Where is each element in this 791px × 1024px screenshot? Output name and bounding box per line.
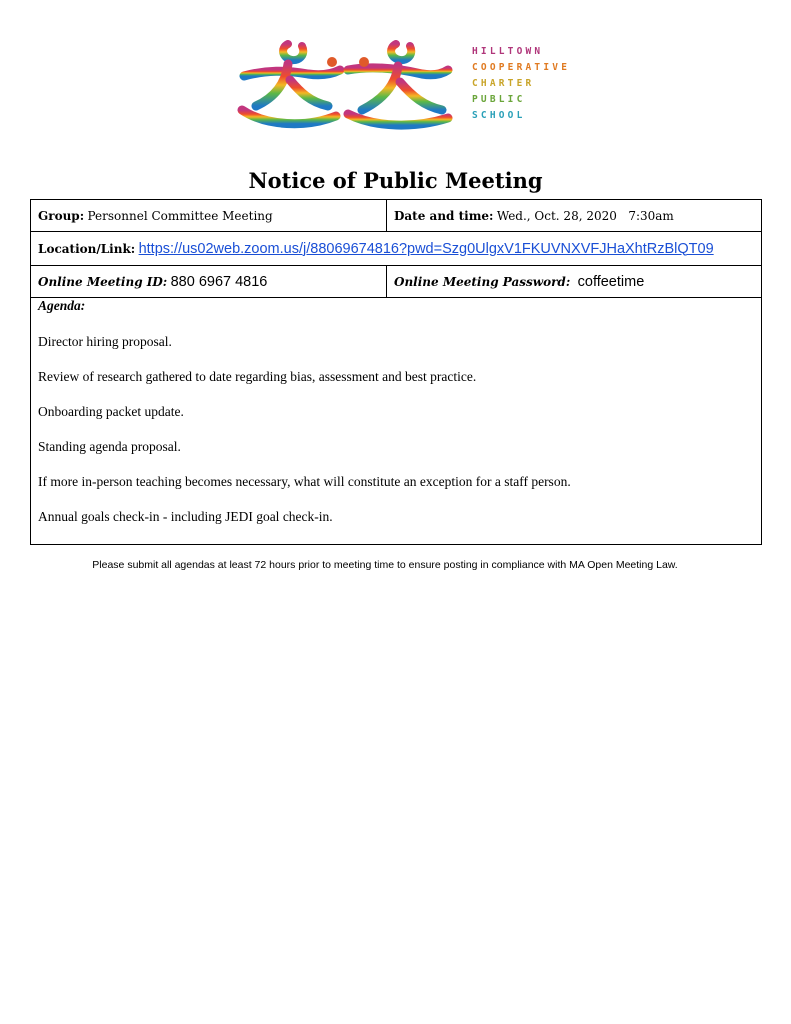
logo-line-3: CHARTER <box>472 78 535 89</box>
password-label: Online Meeting Password: <box>394 274 571 289</box>
logo-wordmark <box>472 44 576 124</box>
datetime-label: Date and time: <box>394 208 494 223</box>
logo-line-4: PUBLIC <box>472 94 526 105</box>
table-row <box>31 232 762 266</box>
agenda-cell <box>31 298 762 545</box>
agenda-item: If more in-person teaching becomes necessary, what will constitute an exception for a staff person. <box>38 474 571 489</box>
group-cell <box>31 200 387 232</box>
agenda-item: Annual goals check-in - including JEDI goal check-in. <box>38 509 333 524</box>
meeting-details-table <box>30 199 762 545</box>
agenda-item: Onboarding packet update. <box>38 404 184 419</box>
datetime-value: Wed., Oct. 28, 2020 7:30am <box>496 208 674 223</box>
agenda-item: Review of research gathered to date regarding bias, assessment and best practice. <box>38 369 477 384</box>
location-label: Location/Link: <box>38 241 136 256</box>
datetime-cell <box>387 200 762 232</box>
meeting-id-cell <box>31 266 387 298</box>
page-title: Notice of Public Meeting <box>248 168 543 193</box>
logo-figures-graphic <box>236 40 466 130</box>
logo-line-5: SCHOOL <box>472 110 526 121</box>
logo-line-2: COOPERATIVE <box>472 62 571 73</box>
table-row <box>31 298 762 545</box>
agenda-item: Standing agenda proposal. <box>38 439 181 454</box>
meeting-id-label: Online Meeting ID: <box>38 274 168 289</box>
meeting-link[interactable]: https://us02web.zoom.us/j/88069674816?pwd=Szg0UlgxV1FKUVNXVFJHaXhtRzBlQT09 <box>138 240 714 257</box>
meeting-id-value: 880 6967 4816 <box>170 273 268 290</box>
group-label: Group: <box>38 208 85 223</box>
table-row <box>31 200 762 232</box>
logo-line-1: HILLTOWN <box>472 46 544 57</box>
agenda-label: Agenda: <box>38 298 86 313</box>
submission-note: Please submit all agendas at least 72 hours prior to meeting time to ensure posting in compliance with MA Open Meeting Law. <box>92 559 678 571</box>
password-cell <box>387 266 762 298</box>
location-cell <box>31 232 762 266</box>
password-value: coffeetime <box>577 273 645 290</box>
agenda-item: Director hiring proposal. <box>38 334 172 349</box>
table-row <box>31 266 762 298</box>
group-value: Personnel Committee Meeting <box>87 208 273 223</box>
school-logo <box>236 40 576 130</box>
